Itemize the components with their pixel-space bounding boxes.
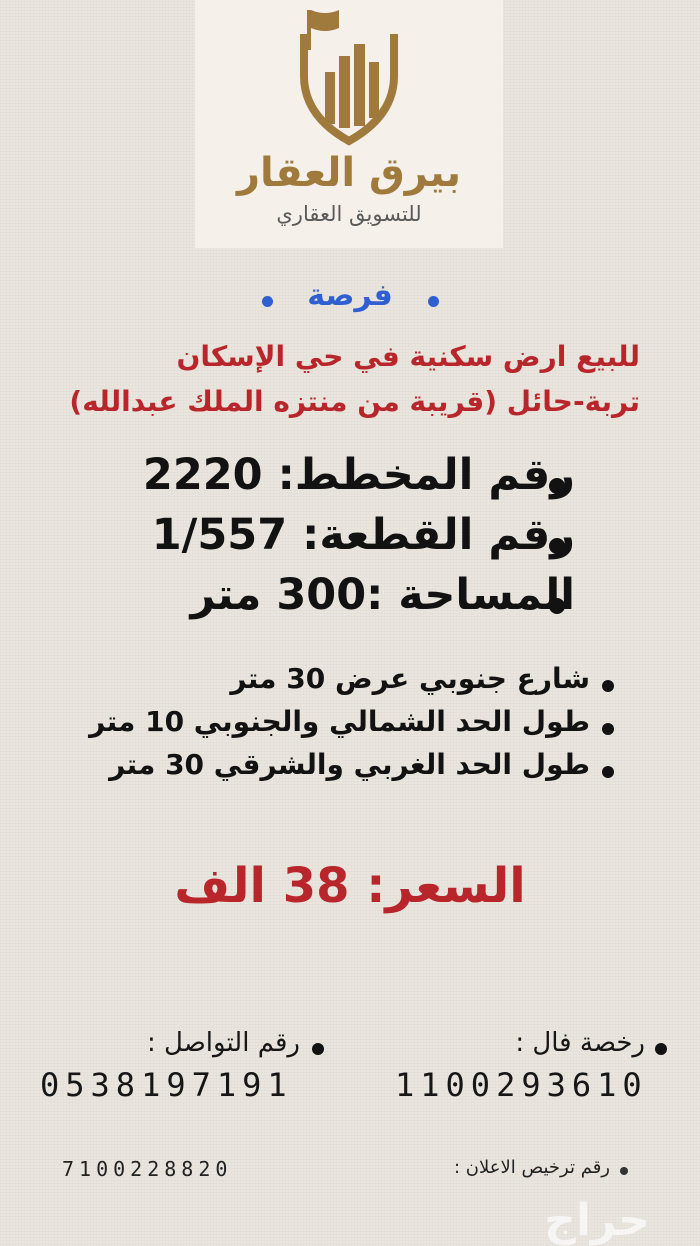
headline: فرصة [307,278,393,313]
haraj-watermark: حراج [544,1195,650,1246]
ad-license-label: رقم ترخيص الاعلان : [453,1157,610,1178]
subline-1: للبيع ارض سكنية في حي الإسكان [176,340,640,373]
bullet-west-east [602,766,614,778]
bullet-ad-license [620,1167,628,1175]
north-south-length: طول الحد الشمالي والجنوبي 10 متر [89,705,590,738]
street-width: شارع جنوبي عرض 30 متر [230,662,590,695]
logo-tagline: للتسويق العقاري [276,202,422,226]
license-number: 1100293610 [395,1066,648,1104]
bullet-license [655,1043,667,1055]
price: السعر: 38 الف [174,858,526,914]
area: المساحة :300 متر [190,570,575,620]
contact-label: رقم التواصل : [147,1028,300,1058]
logo-emblem-icon [299,6,399,146]
logo-card [195,0,503,248]
plan-number: رقم المخطط: 2220 [142,450,575,500]
logo-name: بيرق العقار [236,150,462,196]
west-east-length: طول الحد الغربي والشرقي 30 متر [109,748,590,781]
bullet-contact [312,1043,324,1055]
plot-number: رقم القطعة: 1/557 [151,510,575,560]
contact-number[interactable]: 0538197191 [40,1066,293,1104]
subline-2: تربة-حائل (قريبة من منتزه الملك عبدالله) [69,385,640,418]
bullet-street [602,680,614,692]
ad-license-number: 7100228820 [62,1157,233,1181]
bullet-north-south [602,723,614,735]
headline-bullet-right [428,296,439,307]
license-label: رخصة فال : [515,1028,645,1058]
